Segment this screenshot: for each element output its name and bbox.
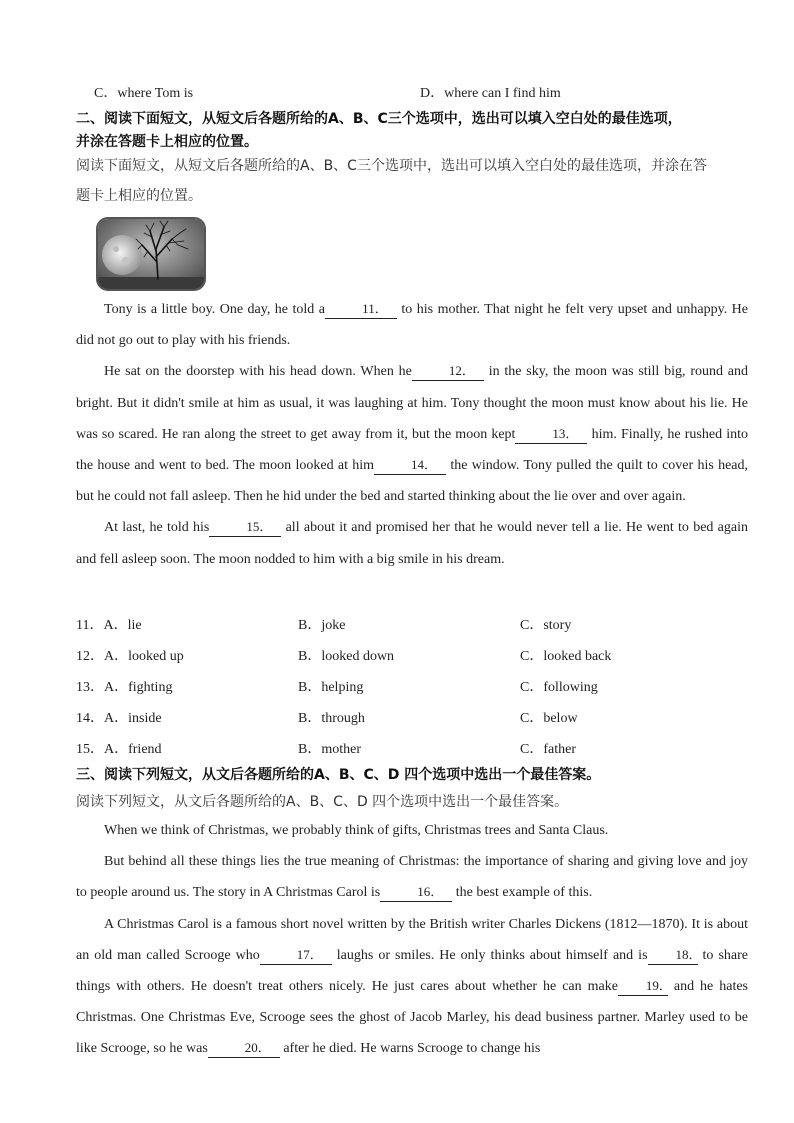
text: He sat on the doorstep with his head down. When he xyxy=(104,364,412,380)
blank-11[interactable]: 11． xyxy=(325,300,397,319)
passage-tony xyxy=(76,294,748,575)
question-11-option-b[interactable]: B．joke xyxy=(298,618,346,633)
text: in the sky, the moon was still big, round and bright. But it didn't smile at him as usual, it was laughing at him. Tony thought the moon must know about his lie. He was so scared. He ran along the street to get away from it, but the moon kept xyxy=(76,364,749,442)
text: after he died. He warns Scrooge to change his xyxy=(283,1041,541,1057)
question-14-option-c[interactable]: C．below xyxy=(520,711,578,726)
question-15-option-b[interactable]: B．mother xyxy=(298,742,361,757)
question-11-option-c[interactable]: C．story xyxy=(520,618,572,633)
text: laughs or smiles. He only thinks about himself and is xyxy=(336,947,648,963)
text: him. Finally, he rushed into the house and went to bed. The moon looked at him xyxy=(76,426,748,474)
question-13-option-a[interactable]: 13．A．fighting xyxy=(76,680,173,695)
question-13-option-b[interactable]: B．helping xyxy=(298,680,364,695)
blank-15[interactable]: 15． xyxy=(209,518,281,537)
text: and he hates Christmas. One Christmas Eve, Scrooge sees the ghost of Jacob Marley, his dead business partner. Marley used to be like Scrooge, so he was xyxy=(76,979,748,1057)
moon-tree-image xyxy=(98,219,204,289)
section2-instruction-line1: 阅读下面短文，从短文后各题所给的A、B、C三个选项中，选出可以填入空白处的最佳选项，并涂在答 xyxy=(76,158,707,174)
question-15-option-a[interactable]: 15．A．friend xyxy=(76,742,162,757)
moon-tree-illustration xyxy=(96,217,206,291)
text: the best example of this. xyxy=(455,885,593,901)
paragraph-christmas-2 xyxy=(76,846,748,908)
section3-instruction: 阅读下列短文，从文后各题所给的A、B、C、D 四个选项中选出一个最佳答案。 xyxy=(76,794,569,810)
paragraph-christmas-1: When we think of Christmas, we probably think of gifts, Christmas trees and Santa Claus. xyxy=(104,823,609,838)
blank-19[interactable]: 19． xyxy=(618,977,668,996)
paragraph-tony-1 xyxy=(76,294,748,356)
question-12-option-c[interactable]: C．looked back xyxy=(520,649,612,664)
paragraph-christmas-3 xyxy=(76,909,748,1065)
question-14-option-b[interactable]: B．through xyxy=(298,711,365,726)
question-11-option-a[interactable]: 11．A．lie xyxy=(76,618,142,633)
text: to share things with others. He doesn't treat others nicely. He just cares about whether he can make xyxy=(76,947,748,995)
section2-heading-line1: 二、阅读下面短文，从短文后各题所给的A、B、C三个选项中，选出可以填入空白处的最佳选项， xyxy=(76,111,682,127)
blank-20[interactable]: 20． xyxy=(208,1039,280,1058)
text: the window. Tony pulled the quilt to cover his head, but he could not fall asleep. Then he hid under the bed and started thinking about the lie over and over again. xyxy=(76,458,749,505)
question-12-option-b[interactable]: B．looked down xyxy=(298,649,395,664)
blank-12[interactable]: 12． xyxy=(412,362,484,381)
blank-18[interactable]: 18． xyxy=(648,946,698,965)
text: all about it and promised her that he would never tell a lie. He went to bed again and fell asleep soon. The moon nodded to him with a big smile in his dream. xyxy=(76,520,748,567)
question-12-option-a[interactable]: 12．A．looked up xyxy=(76,649,184,664)
option-c-prev: C．where Tom is xyxy=(94,86,194,101)
paragraph-tony-3 xyxy=(76,512,748,574)
text: At last, he told his xyxy=(104,520,210,536)
blank-17[interactable]: 17． xyxy=(260,946,332,965)
text: Tony is a little boy. One day, he told a xyxy=(104,302,325,317)
question-13-option-c[interactable]: C．following xyxy=(520,680,598,695)
option-d-prev: D．where can I find him xyxy=(420,86,561,101)
question-15-option-c[interactable]: C．father xyxy=(520,742,576,757)
section3-heading: 三、阅读下列短文，从文后各题所给的A、B、C、D 四个选项中选出一个最佳答案。 xyxy=(76,767,601,783)
blank-14[interactable]: 14． xyxy=(374,456,446,475)
blank-13[interactable]: 13． xyxy=(515,425,587,444)
passage-christmas xyxy=(76,815,748,1065)
question-14-option-a[interactable]: 14．A．inside xyxy=(76,711,162,726)
blank-16[interactable]: 16． xyxy=(380,883,452,902)
paragraph-tony-2 xyxy=(76,356,748,512)
text: A Christmas Carol is a famous short novel written by the British writer Charles Dickens (1812—1870). It is about an old man called Scrooge who xyxy=(76,916,748,963)
text: to his mother. That night he felt very upset and unhappy. He did not go out to play with his friends. xyxy=(76,302,748,349)
text: But behind all these things lies the true meaning of Christmas: the importance of sharing and giving love and joy to people around us. The story in A Christmas Carol is xyxy=(76,854,748,901)
section2-heading-line2: 并涂在答题卡上相应的位置。 xyxy=(76,134,258,150)
section2-instruction-line2: 题卡上相应的位置。 xyxy=(76,188,202,204)
